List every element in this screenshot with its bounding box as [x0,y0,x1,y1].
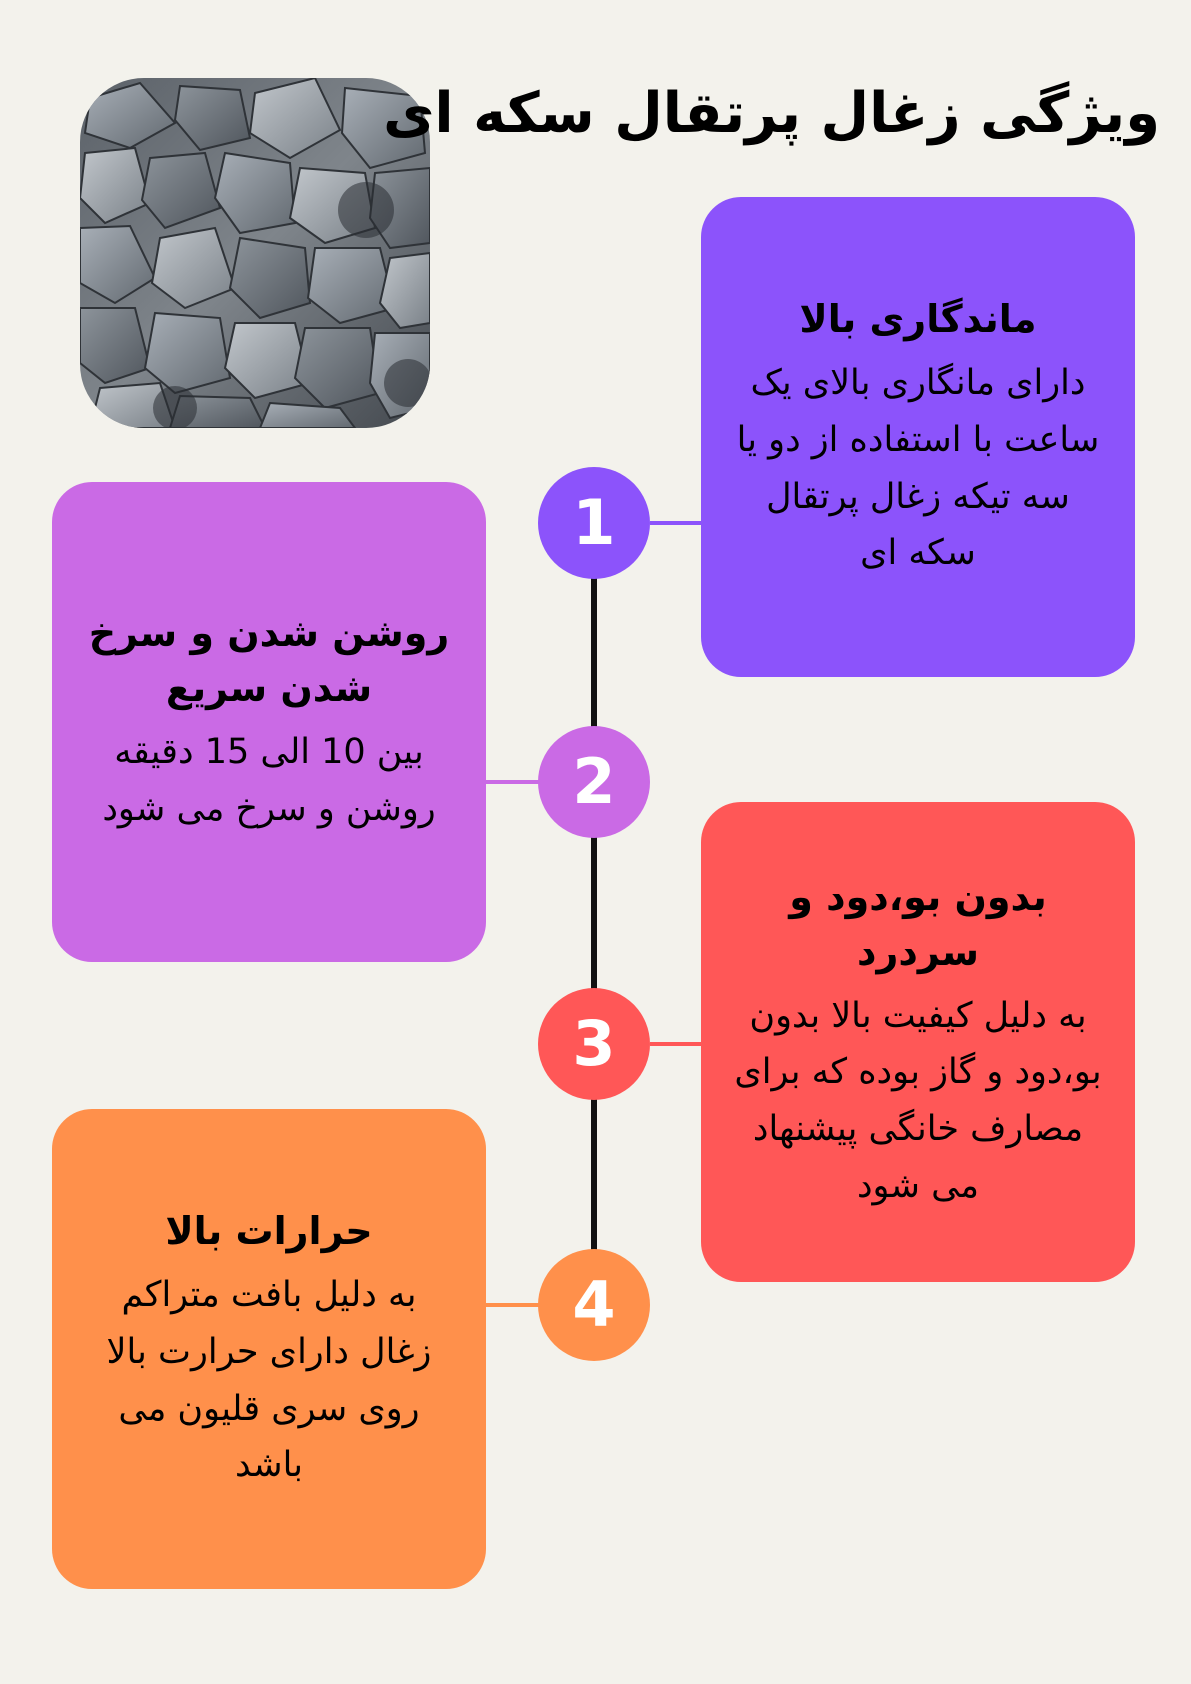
step-number-4: 4 [538,1249,650,1361]
feature-description: به دلیل کیفیت بالا بدون بو،دود و گاز بوده که برای مصارف خانگی پیشنهاد می شود [734,995,1102,1206]
connector-line [650,521,706,525]
feature-card-2 [52,482,486,962]
feature-card-3 [701,802,1135,1282]
feature-heading: ماندگاری بالا [799,297,1037,342]
feature-heading: بدون بو،دود و سردرد [789,874,1047,974]
page-title: ویژگی زغال پرتقال سکه ای [383,81,1160,146]
step-number-3: 3 [538,988,650,1100]
connector-line [482,780,540,784]
feature-description: دارای مانگاری بالای یک ساعت با استفاده از دو یا سه تیکه زغال پرتقال سکه ای [736,363,1100,574]
connector-line [650,1042,706,1046]
step-number-2: 2 [538,726,650,838]
coin-charcoal-photo [80,78,430,428]
feature-description: بین 10 الی 15 دقیقه روشن و سرخ می شود [102,732,436,830]
feature-card-4 [52,1109,486,1589]
feature-card-1 [701,197,1135,677]
connector-line [482,1303,540,1307]
timeline-line [591,525,597,1310]
feature-description: به دلیل بافت متراکم زغال دارای حرارت بالا روی سری قلیون می باشد [106,1275,432,1486]
feature-heading: حرارات بالا [165,1209,373,1254]
feature-heading: روشن شدن و سرخ شدن سریع [88,611,450,711]
step-number-1: 1 [538,467,650,579]
